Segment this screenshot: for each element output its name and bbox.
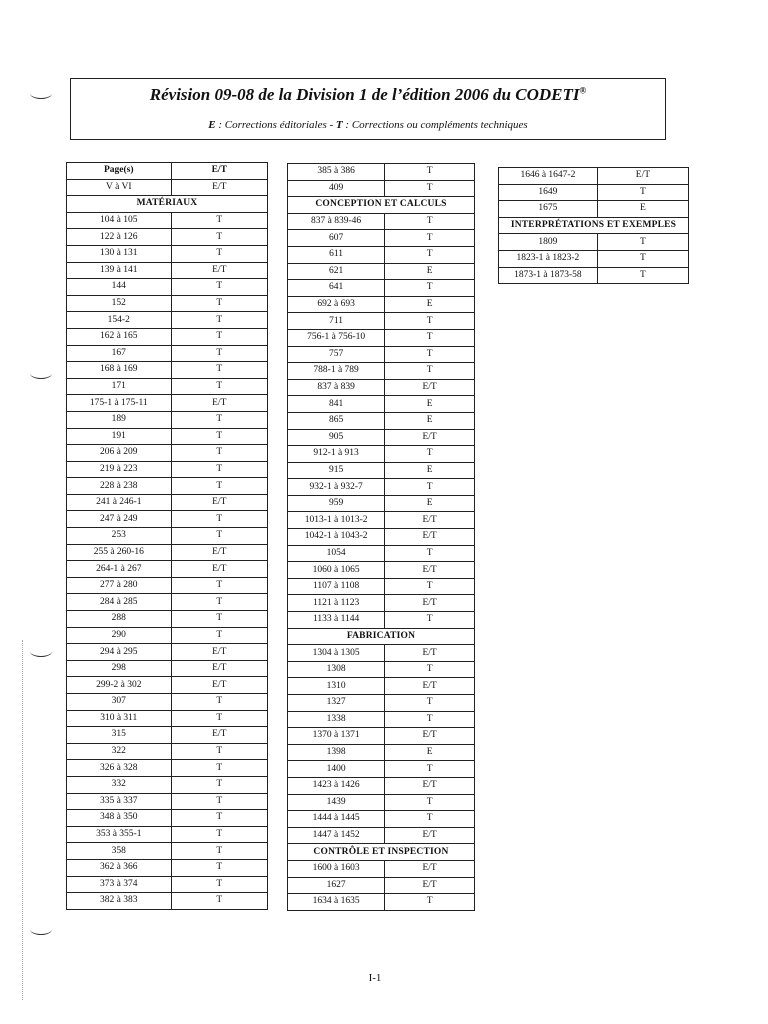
type-cell: T [171, 594, 267, 611]
table-row [288, 877, 475, 894]
table-row [67, 594, 268, 611]
page-cell: 1060 à 1065 [288, 562, 385, 579]
type-cell: E/T [171, 727, 267, 744]
type-cell: E [385, 263, 475, 280]
page-cell: 607 [288, 230, 385, 247]
page-cell: 310 à 311 [67, 710, 172, 727]
section-row [288, 197, 475, 214]
page-cell: 841 [288, 396, 385, 413]
type-cell: T [171, 843, 267, 860]
type-cell: E/T [385, 645, 475, 662]
table-row [288, 462, 475, 479]
type-cell: T [171, 478, 267, 495]
page-cell: 290 [67, 627, 172, 644]
page-cell: 139 à 141 [67, 262, 172, 279]
type-cell: T [385, 363, 475, 380]
type-cell: E [385, 744, 475, 761]
type-cell: T [171, 760, 267, 777]
type-cell: E/T [171, 179, 267, 196]
page-cell: 154-2 [67, 312, 172, 329]
page-cell: 104 à 105 [67, 212, 172, 229]
document-subtitle: E : Corrections éditoriales - T : Corrections ou compléments techniques [208, 119, 528, 131]
type-cell: T [385, 329, 475, 346]
table-row [288, 479, 475, 496]
section-title: CONCEPTION ET CALCULS [288, 197, 475, 214]
page-cell: 253 [67, 528, 172, 545]
table-row [288, 396, 475, 413]
page-cell: 255 à 260-16 [67, 544, 172, 561]
table-row [67, 445, 268, 462]
table-row [288, 661, 475, 678]
type-cell: T [171, 328, 267, 345]
page-cell: 1600 à 1603 [288, 860, 385, 877]
page-cell: V à VI [67, 179, 172, 196]
table-row [67, 511, 268, 528]
type-cell: E/T [385, 860, 475, 877]
page-cell: 1627 [288, 877, 385, 894]
margin-dots [22, 640, 24, 1000]
table-row [67, 312, 268, 329]
type-cell: E/T [385, 595, 475, 612]
page-cell: 837 à 839-46 [288, 213, 385, 230]
page-cell: 353 à 355-1 [67, 826, 172, 843]
type-cell: E/T [171, 677, 267, 694]
document-title: Révision 09-08 de la Division 1 de l’édition 2006 du CODETI® [149, 85, 587, 104]
table-row [288, 446, 475, 463]
type-cell: E [385, 462, 475, 479]
table-row [288, 180, 475, 197]
table-row [67, 810, 268, 827]
table-row [499, 201, 689, 218]
table-row [288, 529, 475, 546]
page-cell: 348 à 350 [67, 810, 172, 827]
type-cell: T [171, 345, 267, 362]
type-cell: T [385, 811, 475, 828]
table-row [288, 860, 475, 877]
type-cell: T [171, 229, 267, 246]
revision-table-column-1 [66, 162, 268, 910]
type-cell: T [385, 545, 475, 562]
type-cell: T [385, 794, 475, 811]
type-cell: T [171, 511, 267, 528]
table-row [288, 695, 475, 712]
page-cell: 1327 [288, 695, 385, 712]
type-cell: T [171, 245, 267, 262]
type-cell: T [385, 446, 475, 463]
type-cell: E/T [385, 529, 475, 546]
table-row [288, 894, 475, 911]
table-row [67, 378, 268, 395]
page-cell: 284 à 285 [67, 594, 172, 611]
page-cell: 315 [67, 727, 172, 744]
type-cell: E/T [385, 728, 475, 745]
table-row [67, 561, 268, 578]
type-cell: T [385, 761, 475, 778]
page-cell: 1447 à 1452 [288, 827, 385, 844]
page-cell: 1308 [288, 661, 385, 678]
type-cell: T [385, 313, 475, 330]
table-row [67, 395, 268, 412]
table-row [67, 727, 268, 744]
table-row [67, 328, 268, 345]
type-cell: E/T [171, 395, 267, 412]
page-cell: 711 [288, 313, 385, 330]
page-cell: 171 [67, 378, 172, 395]
table-row [67, 212, 268, 229]
page-cell: 1054 [288, 545, 385, 562]
section-title: FABRICATION [288, 628, 475, 645]
type-cell: E/T [385, 777, 475, 794]
page-cell: 865 [288, 412, 385, 429]
binder-mark [30, 368, 52, 379]
table-row [288, 230, 475, 247]
type-cell: E/T [171, 163, 267, 180]
page-cell: 1121 à 1123 [288, 595, 385, 612]
page-cell: 206 à 209 [67, 445, 172, 462]
table-row [499, 250, 689, 267]
page-cell: 1444 à 1445 [288, 811, 385, 828]
table-row [288, 246, 475, 263]
table-row [67, 627, 268, 644]
table-row [67, 411, 268, 428]
type-cell: E/T [385, 678, 475, 695]
type-cell: E/T [385, 429, 475, 446]
page-cell: 175-1 à 175-11 [67, 395, 172, 412]
section-title: CONTRÔLE ET INSPECTION [288, 844, 475, 861]
type-cell: T [171, 694, 267, 711]
page-cell: 152 [67, 295, 172, 312]
type-cell: T [171, 776, 267, 793]
page-cell: 130 à 131 [67, 245, 172, 262]
page-cell: 915 [288, 462, 385, 479]
type-cell: T [385, 479, 475, 496]
table-row [288, 329, 475, 346]
page-cell: 1370 à 1371 [288, 728, 385, 745]
page-cell: 1646 à 1647-2 [499, 168, 598, 185]
type-cell: T [171, 528, 267, 545]
type-cell: T [385, 246, 475, 263]
table-row [288, 811, 475, 828]
table-row [67, 544, 268, 561]
table-row [288, 379, 475, 396]
type-cell: T [171, 295, 267, 312]
type-cell: E/T [171, 660, 267, 677]
type-cell: T [385, 612, 475, 629]
table-row [67, 760, 268, 777]
page-cell: 692 à 693 [288, 296, 385, 313]
page-cell: 1423 à 1426 [288, 777, 385, 794]
table-row [67, 577, 268, 594]
type-cell: T [171, 428, 267, 445]
table-row [499, 234, 689, 251]
type-cell: T [385, 230, 475, 247]
page-cell: 1439 [288, 794, 385, 811]
page-cell: 335 à 337 [67, 793, 172, 810]
table-row [288, 346, 475, 363]
page-cell: 288 [67, 611, 172, 628]
type-cell: T [171, 627, 267, 644]
type-cell: T [385, 213, 475, 230]
type-cell: T [171, 445, 267, 462]
table-row [288, 612, 475, 629]
type-cell: E/T [171, 494, 267, 511]
table-row [67, 528, 268, 545]
page-cell: 322 [67, 743, 172, 760]
table-row [499, 168, 689, 185]
page-cell: 162 à 165 [67, 328, 172, 345]
table-row [67, 428, 268, 445]
table-row [67, 859, 268, 876]
page-cell: 189 [67, 411, 172, 428]
type-cell: T [171, 826, 267, 843]
table-row [67, 677, 268, 694]
page-cell: 294 à 295 [67, 644, 172, 661]
table-row [67, 245, 268, 262]
table-row [67, 229, 268, 246]
page-cell: 362 à 366 [67, 859, 172, 876]
section-row [288, 844, 475, 861]
binder-mark [30, 646, 52, 657]
table-row [67, 179, 268, 196]
revision-table-column-2 [287, 163, 475, 911]
type-cell: E/T [171, 561, 267, 578]
type-cell: E/T [597, 168, 688, 185]
table-row [67, 826, 268, 843]
table-row [288, 412, 475, 429]
table-row [288, 545, 475, 562]
page-cell: 241 à 246-1 [67, 494, 172, 511]
page-cell: 332 [67, 776, 172, 793]
table-row [288, 363, 475, 380]
table-row [67, 262, 268, 279]
table-row [67, 710, 268, 727]
page-cell: 641 [288, 280, 385, 297]
page-cell: 298 [67, 660, 172, 677]
table-row [288, 595, 475, 612]
type-cell: T [171, 362, 267, 379]
page-cell: 756-1 à 756-10 [288, 329, 385, 346]
page-cell: 191 [67, 428, 172, 445]
type-cell: T [171, 810, 267, 827]
page-cell: 1013-1 à 1013-2 [288, 512, 385, 529]
type-cell: E/T [171, 544, 267, 561]
page-cell: 788-1 à 789 [288, 363, 385, 380]
type-cell: T [385, 164, 475, 181]
table-row [67, 478, 268, 495]
page-cell: 757 [288, 346, 385, 363]
type-cell: E/T [385, 877, 475, 894]
type-cell: T [385, 346, 475, 363]
table-row [288, 313, 475, 330]
type-cell: E [597, 201, 688, 218]
page-cell: 1304 à 1305 [288, 645, 385, 662]
type-cell: T [171, 312, 267, 329]
type-cell: E [385, 412, 475, 429]
page-cell: 326 à 328 [67, 760, 172, 777]
page-cell: 382 à 383 [67, 893, 172, 910]
page-cell: 611 [288, 246, 385, 263]
table-row [67, 461, 268, 478]
table-row [499, 184, 689, 201]
type-cell: T [385, 894, 475, 911]
table-row [288, 164, 475, 181]
page-cell: 1042-1 à 1043-2 [288, 529, 385, 546]
page-cell: 905 [288, 429, 385, 446]
table-row [288, 761, 475, 778]
type-cell: T [171, 710, 267, 727]
page-cell: 385 à 386 [288, 164, 385, 181]
page-cell: 409 [288, 180, 385, 197]
page-cell: 307 [67, 694, 172, 711]
table-row [67, 776, 268, 793]
table-row [67, 494, 268, 511]
page-cell: 837 à 839 [288, 379, 385, 396]
type-cell: T [171, 859, 267, 876]
page-cell: 932-1 à 932-7 [288, 479, 385, 496]
table-row [288, 794, 475, 811]
page-cell: 277 à 280 [67, 577, 172, 594]
page-cell: 247 à 249 [67, 511, 172, 528]
section-row [288, 628, 475, 645]
revision-table-column-3 [498, 167, 689, 284]
page-cell: 1675 [499, 201, 598, 218]
table-row [67, 876, 268, 893]
table-row [288, 744, 475, 761]
page-cell: 1107 à 1108 [288, 578, 385, 595]
type-cell: T [385, 711, 475, 728]
type-cell: E/T [171, 644, 267, 661]
page-cell: 168 à 169 [67, 362, 172, 379]
table-row [288, 728, 475, 745]
table-row [288, 827, 475, 844]
document-header [70, 78, 666, 140]
page-cell: 299-2 à 302 [67, 677, 172, 694]
table-row [288, 213, 475, 230]
type-cell: E/T [385, 827, 475, 844]
table-row [67, 893, 268, 910]
type-cell: T [385, 280, 475, 297]
table-row [288, 678, 475, 695]
page-cell: 621 [288, 263, 385, 280]
table-row [288, 562, 475, 579]
page-cell: 1400 [288, 761, 385, 778]
page-cell: 144 [67, 279, 172, 296]
binder-mark [30, 924, 52, 935]
page-number: I-1 [368, 972, 382, 984]
type-cell: T [171, 279, 267, 296]
table-header-row [67, 163, 268, 180]
type-cell: T [385, 661, 475, 678]
type-cell: T [171, 461, 267, 478]
page-cell: 1873-1 à 1873-58 [499, 267, 598, 284]
page-cell: 264-1 à 267 [67, 561, 172, 578]
page-cell: Page(s) [67, 163, 172, 180]
type-cell: T [171, 611, 267, 628]
binder-mark [30, 88, 52, 99]
table-row [288, 512, 475, 529]
page-cell: 959 [288, 495, 385, 512]
table-row [67, 694, 268, 711]
page-cell: 1338 [288, 711, 385, 728]
page-cell: 1398 [288, 744, 385, 761]
page-cell: 228 à 238 [67, 478, 172, 495]
table-row [67, 843, 268, 860]
type-cell: T [171, 411, 267, 428]
page-cell: 1634 à 1635 [288, 894, 385, 911]
type-cell: T [171, 212, 267, 229]
table-row [288, 777, 475, 794]
type-cell: T [171, 893, 267, 910]
page-cell: 1809 [499, 234, 598, 251]
page-cell: 912-1 à 913 [288, 446, 385, 463]
type-cell: T [597, 250, 688, 267]
section-title: MATÉRIAUX [67, 196, 268, 213]
page-cell: 1823-1 à 1823-2 [499, 250, 598, 267]
table-row [288, 711, 475, 728]
page-cell: 373 à 374 [67, 876, 172, 893]
type-cell: E [385, 495, 475, 512]
registered-mark: ® [579, 85, 587, 96]
page-cell: 167 [67, 345, 172, 362]
type-cell: T [385, 578, 475, 595]
type-cell: T [385, 180, 475, 197]
table-row [67, 611, 268, 628]
table-row [67, 345, 268, 362]
section-title: INTERPRÉTATIONS ET EXEMPLES [499, 217, 689, 234]
table-row [67, 644, 268, 661]
table-row [288, 296, 475, 313]
table-row [288, 645, 475, 662]
type-cell: T [171, 577, 267, 594]
page-cell: 219 à 223 [67, 461, 172, 478]
table-row [67, 295, 268, 312]
table-row [288, 429, 475, 446]
type-cell: T [597, 184, 688, 201]
type-cell: T [171, 876, 267, 893]
type-cell: E/T [385, 562, 475, 579]
page-cell: 1649 [499, 184, 598, 201]
type-cell: E/T [171, 262, 267, 279]
page-cell: 122 à 126 [67, 229, 172, 246]
table-row [288, 263, 475, 280]
table-row [67, 793, 268, 810]
type-cell: T [171, 793, 267, 810]
table-row [499, 267, 689, 284]
table-row [288, 578, 475, 595]
type-cell: T [385, 695, 475, 712]
section-row [499, 217, 689, 234]
page-cell: 1310 [288, 678, 385, 695]
table-row [67, 660, 268, 677]
table-row [67, 743, 268, 760]
type-cell: E [385, 296, 475, 313]
type-cell: T [171, 743, 267, 760]
table-row [288, 280, 475, 297]
table-row [67, 279, 268, 296]
page-cell: 358 [67, 843, 172, 860]
page-cell: 1133 à 1144 [288, 612, 385, 629]
type-cell: E/T [385, 512, 475, 529]
type-cell: E/T [385, 379, 475, 396]
type-cell: T [597, 234, 688, 251]
section-row [67, 196, 268, 213]
type-cell: T [597, 267, 688, 284]
type-cell: E [385, 396, 475, 413]
table-row [288, 495, 475, 512]
table-row [67, 362, 268, 379]
type-cell: T [171, 378, 267, 395]
